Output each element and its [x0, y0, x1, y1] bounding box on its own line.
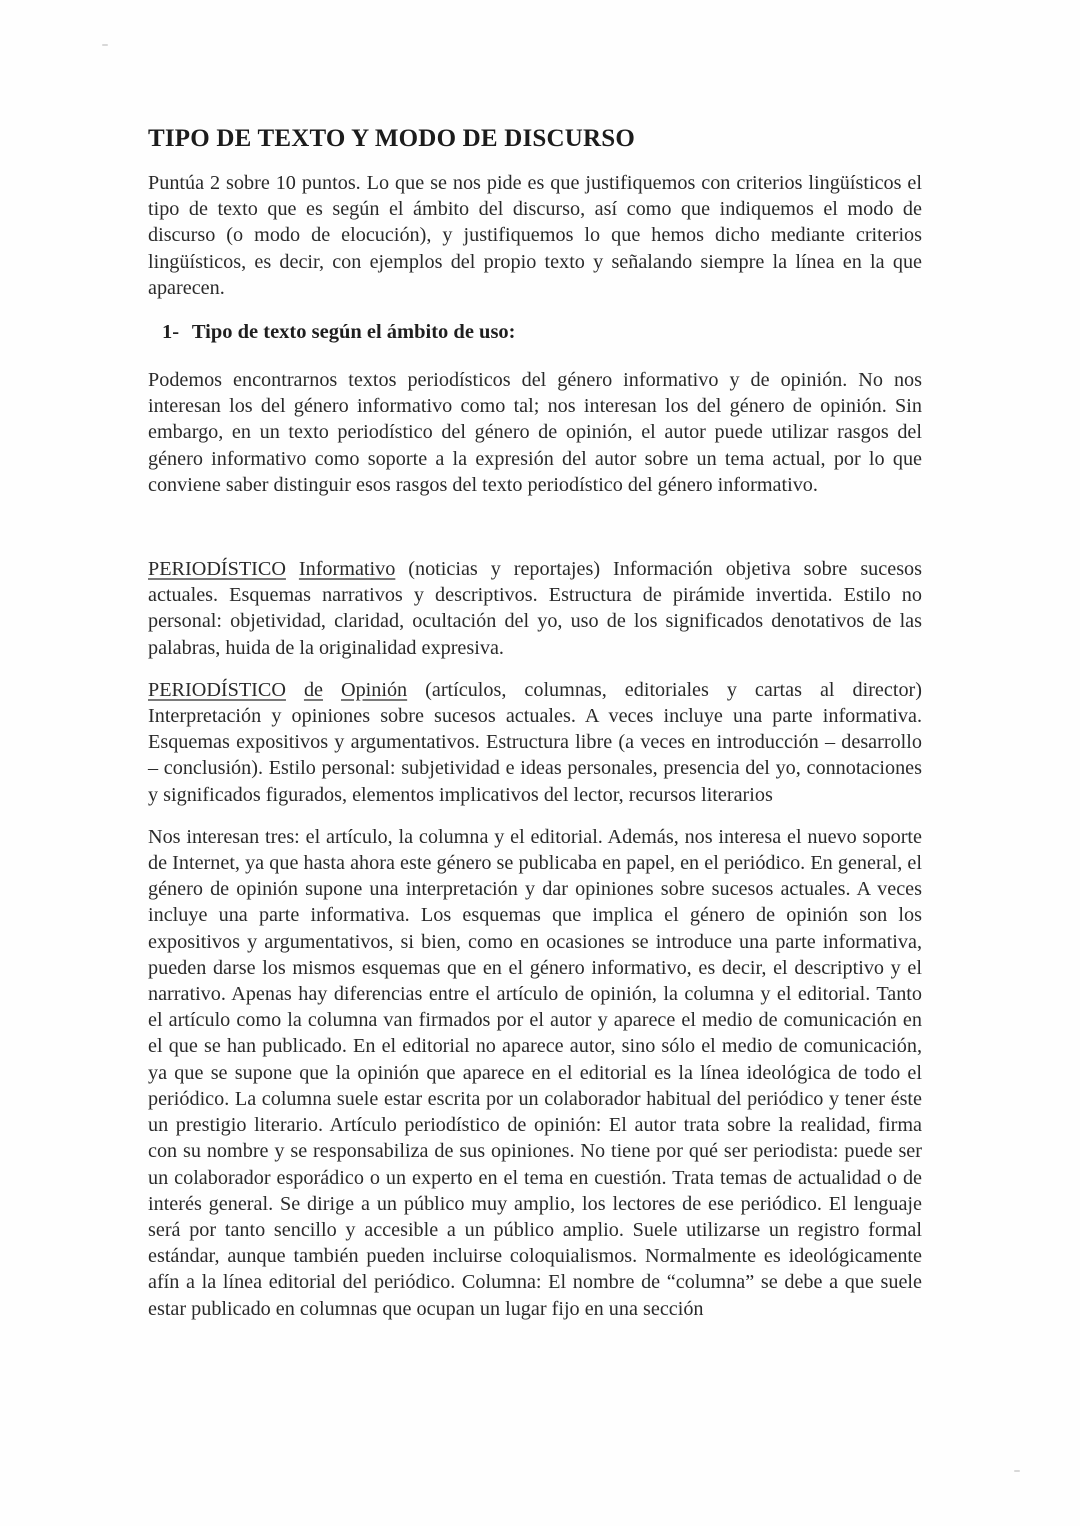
informativo-paragraph — [148, 556, 922, 661]
scan-speck — [102, 44, 108, 46]
opinion-text: (artículos, columnas, editoriales y cartas al director) Interpretación y opiniones sobre sucesos actuales. A veces incluye una parte informativa. Esquemas expositivos y argumentativos. Estructura libre (a veces en introducción – desarrollo – conclusión). Estilo personal: subjetividad e ideas personales, presencia del yo, connotaciones y significados figurados, elementos implicativos del lector, recursos literarios — [148, 678, 923, 806]
document-title: TIPO DE TEXTO Y MODO DE DISCURSO — [148, 125, 636, 152]
final-paragraph: Nos interesan tres: el artículo, la columna y el editorial. Además, nos interesa el nuevo soporte de Internet, ya que hasta ahora este género se publicaba en papel, en el periódico. En general, el género de opinión supone una interpretación y dar opiniones sobre sucesos actuales. A veces incluye una parte informativa. Los esquemas que implica el género de opinión son los expositivos y argumentativos, si bien, como en ocasiones se introduce una parte informativa, pueden darse los mismos esquemas que en el género informativo, es decir, el descriptivo y el narrativo. Apenas hay diferencias entre el artículo de opinión, la columna y el editorial. Tanto el artículo como la columna van firmados por el autor y aparece el medio de comunicación en el que se han publicado. En el editorial no aparece autor, sino sólo el medio de comunicación, ya que se supone que la opinión que aparece en el editorial es la línea ideológica de todo el periódico. La columna suele estar escrita por un colaborador habitual del periódico y tener éste un prestigio literario. Artículo periodístico de opinión: El autor trata sobre la realidad, firma con su nombre y se responsabiliza de sus opiniones. No tiene por qué ser periodista: puede ser un colaborador esporádico o un experto en el tema en cuestión. Trata temas de actualidad o de interés general. Se dirige a un público muy amplio, los lectores de ese periódico. El lenguaje será por tanto sencillo y accesible a un público amplio. Suele utilizarse un registro formal estándar, aunque también pueden incluirse coloquialismos. Normalmente es ideológicamente afín a la línea editorial del periódico. Columna: El nombre de “columna” se debe a que suele estar publicado en columnas que ocupan un lugar fijo en una sección — [148, 825, 922, 1320]
section-heading-text: Tipo de texto según el ámbito de uso: — [191, 321, 516, 344]
informativo-text: (noticias y reportajes) Información objetiva sobre sucesos actuales. Esquemas narrativos y descriptivos. Estructura de pirámide invertida. Estilo no personal: objetividad, claridad, ocultación del yo, uso de los significados denotativos de las palabras, huida de la originalidad expresiva. — [148, 558, 922, 659]
scan-speck — [1014, 1470, 1020, 1472]
informativo-term-periodistico: PERIODÍSTICO — [148, 558, 286, 581]
ambito-uso-paragraph: Podemos encontrarnos textos periodísticos del género informativo y de opinión. No nos interesan los del género informativo como tal; nos interesan los del género de opinión. Sin embargo, en un texto periodístico del género de opinión, el autor puede utilizar rasgos del género informativo como soporte a la expresión del autor sobre un tema actual, por lo que conviene saber distinguir esos rasgos del texto periodístico del género informativo. — [148, 369, 922, 496]
opinion-term-de: de — [303, 678, 323, 701]
opinion-term-periodistico: PERIODÍSTICO — [148, 678, 286, 701]
section-number: 1- — [162, 321, 180, 344]
intro-paragraph: Puntúa 2 sobre 10 puntos. Lo que se nos pide es que justifiquemos con criterios lingüísticos el tipo de texto que es según el ámbito del discurso, así como que indiquemos el modo de discurso (o modo de elocución), y justifiquemos lo que hemos dicho mediante criterios lingüísticos, es decir, con ejemplos del propio texto y señalando siempre la línea en la que aparecen. — [148, 172, 922, 299]
section-heading — [162, 319, 922, 345]
informativo-term-informativo: Informativo — [298, 558, 396, 581]
opinion-term-opinion: Opinión — [340, 678, 408, 701]
opinion-paragraph — [148, 677, 922, 808]
